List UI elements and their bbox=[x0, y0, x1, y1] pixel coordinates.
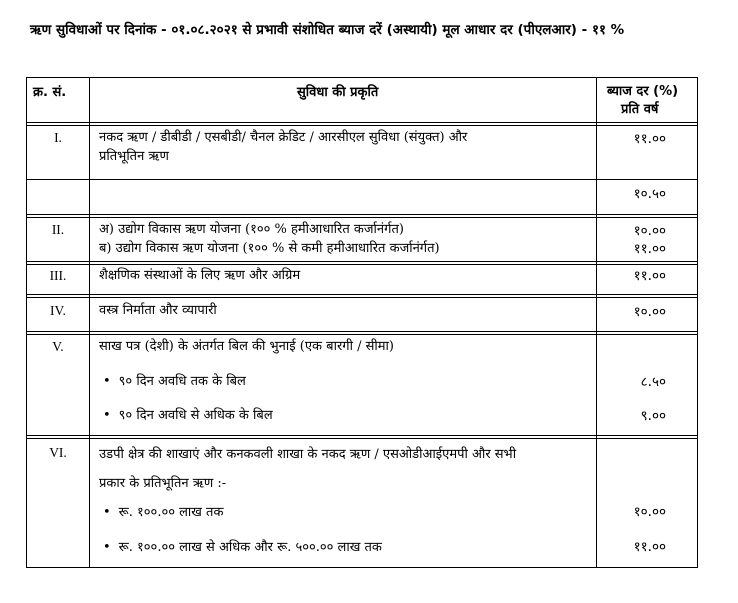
interest-rate-table bbox=[26, 77, 698, 568]
row-rate: ९.०० bbox=[640, 408, 666, 424]
row-facility-line: प्रकार के प्रतिभूतिन ऋण :- bbox=[99, 476, 227, 491]
row-serial: III. bbox=[49, 268, 67, 283]
column-divider bbox=[89, 78, 90, 567]
row-serial: I. bbox=[54, 130, 62, 145]
row-rate: १०.०० bbox=[633, 223, 666, 239]
header-facility: सुविधा की प्रकृति bbox=[297, 85, 379, 100]
row-serial: VI. bbox=[49, 445, 67, 460]
column-divider bbox=[596, 78, 597, 567]
row-rate: ११.०० bbox=[633, 241, 666, 257]
row-rate: ११.०० bbox=[633, 539, 666, 555]
page-title: ऋण सुविधाओं पर दिनांक - ०१.०८.२०२१ से प्रभावी संशोधित ब्याज दरें (अस्थायी) मूल आधार दर (पीएलआर) - ११ % bbox=[30, 22, 625, 38]
header-divider bbox=[27, 122, 697, 126]
list-item: • ९० दिन अवधि से अधिक के बिल bbox=[103, 407, 273, 424]
row-divider bbox=[27, 331, 697, 335]
row-facility-line: ब) उद्योग विकास ऋण योजना (१०० % से कमी हमीआधारित कर्जानंर्गत) bbox=[99, 241, 440, 256]
row-facility-line: उडपी क्षेत्र की शाखाएं और कनकवली शाखा के नकद ऋण / एसओडीआईएमपी और सभी bbox=[99, 447, 517, 462]
row-serial: IV. bbox=[50, 303, 66, 318]
row-facility-line: शैक्षणिक संस्थाओं के लिए ऋण और अग्रिम bbox=[99, 268, 301, 283]
row-divider bbox=[27, 214, 697, 218]
row-rate: ११.०० bbox=[633, 268, 666, 284]
row-rate: ११.०० bbox=[633, 131, 666, 147]
row-facility-line: नकद ऋण / डीबीडी / एसबीडी/ चैनल क्रेडिट / आरसीएल सुविधा (संयुक्त) और bbox=[99, 130, 468, 145]
row-divider bbox=[27, 179, 697, 180]
row-rate: १०.५० bbox=[633, 186, 666, 202]
list-item: • रू. १००.०० लाख तक bbox=[103, 504, 223, 521]
row-rate: १०.०० bbox=[633, 304, 666, 320]
row-rate: ८.५० bbox=[640, 374, 666, 390]
list-item: • रू. १००.०० लाख से अधिक और रू. ५००.०० लाख तक bbox=[103, 539, 382, 556]
row-divider bbox=[27, 435, 697, 439]
list-item: • ९० दिन अवधि तक के बिल bbox=[103, 373, 246, 390]
row-facility-line: वस्त्र निर्माता और व्यापारी bbox=[99, 303, 217, 318]
row-rate: १०.०० bbox=[633, 504, 666, 520]
row-serial: II. bbox=[51, 222, 65, 237]
row-facility-line: प्रतिभूतिन ऋण bbox=[99, 149, 169, 164]
row-facility-line: साख पत्र (देशी) के अंतर्गत बिल की भुनाई (एक बारगी / सीमा) bbox=[99, 339, 394, 354]
row-divider bbox=[27, 294, 697, 298]
header-serial: क्र. सं. bbox=[33, 85, 67, 100]
row-serial: V. bbox=[52, 339, 64, 354]
header-rate-unit: प्रति वर्ष bbox=[621, 102, 659, 117]
row-divider bbox=[27, 261, 697, 265]
row-facility-line: अ) उद्योग विकास ऋण योजना (१०० % हमीआधारित कर्जानंर्गत) bbox=[99, 222, 404, 237]
header-rate: ब्याज दर (%) bbox=[607, 84, 679, 99]
